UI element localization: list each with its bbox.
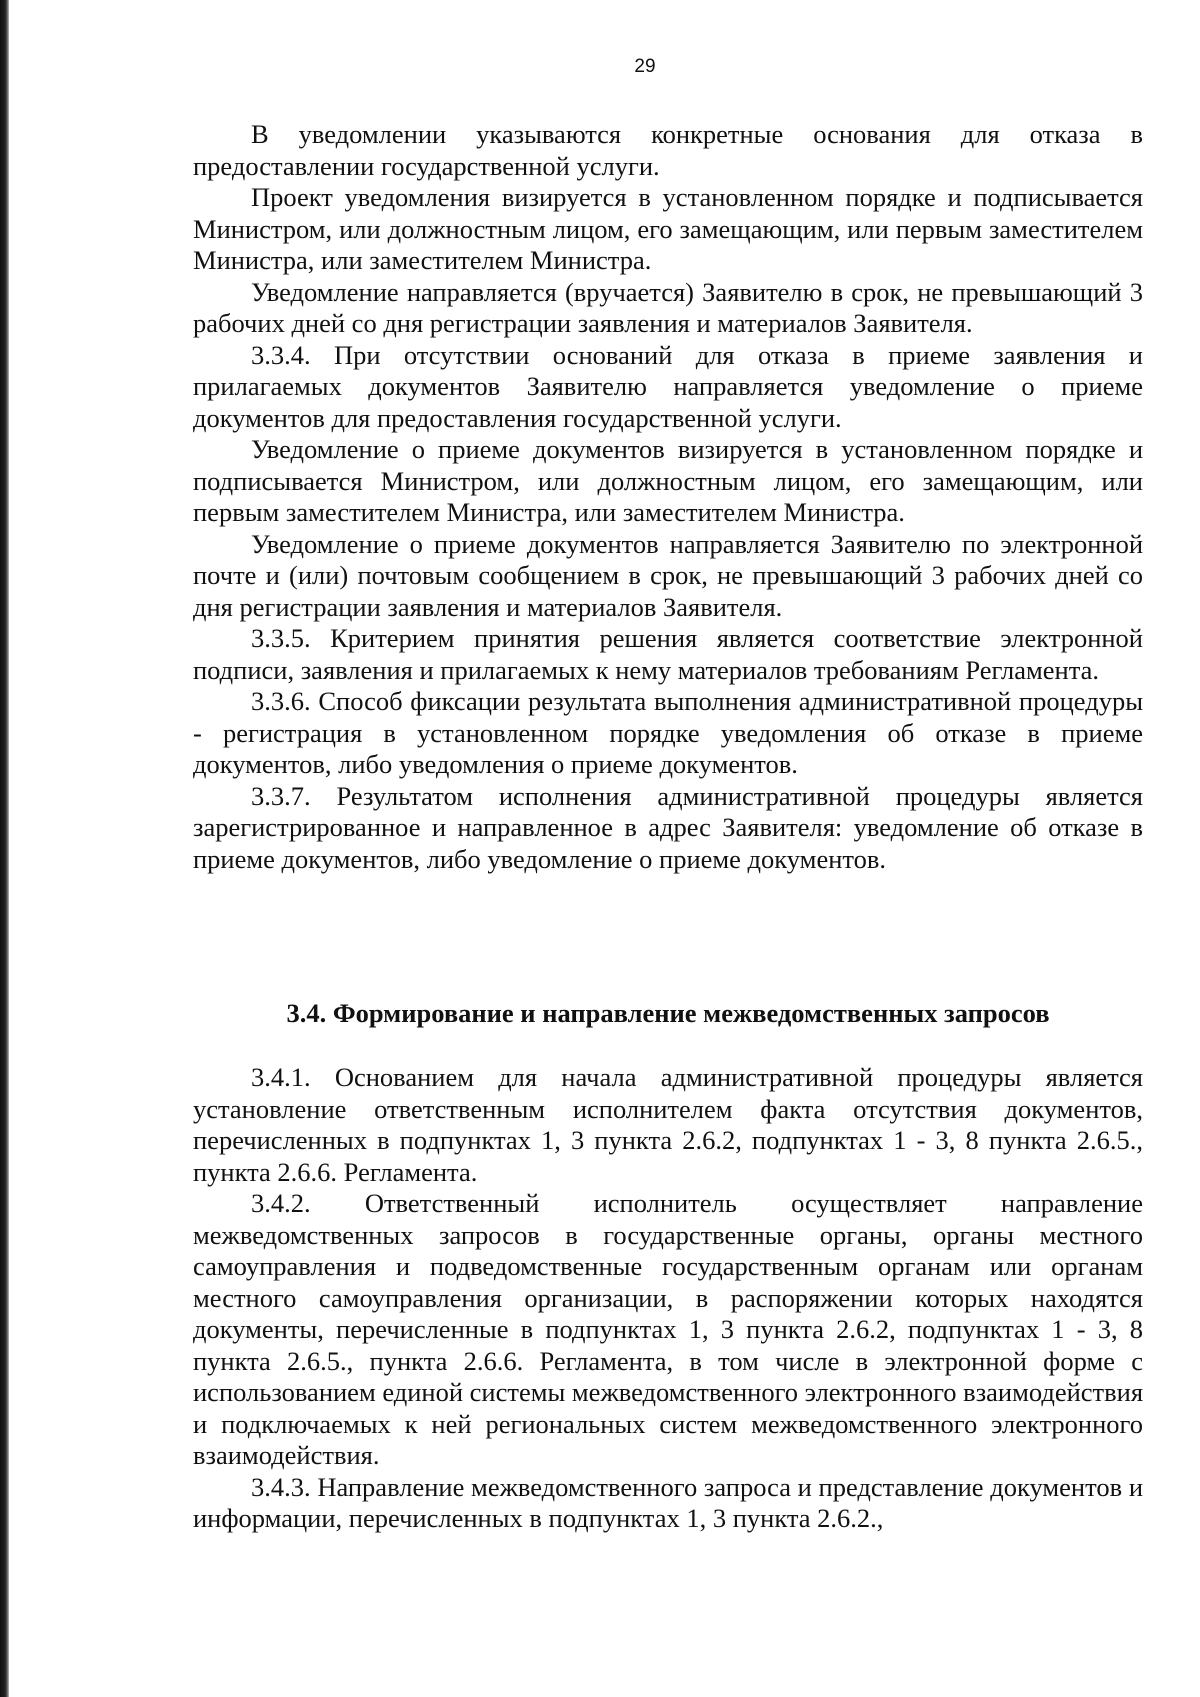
- paragraph-3-3-6: 3.3.6. Способ фиксации результата выполнения административной процедуры - регистрация в установленном порядке уведомления об отказе в приеме документов, либо уведомления о приеме документов.: [193, 686, 1143, 779]
- paragraph: Уведомление о приеме документов направляется Заявителю по электронной почте и (или) почтовым сообщением в срок, не превышающий 3 рабочих дней со дня регистрации заявления и материалов Заявителя.: [193, 528, 1143, 622]
- text-block-section-3-3: [193, 119, 1143, 875]
- paragraph: Уведомление направляется (вручается) Заявителю в срок, не превышающий 3 рабочих дней со дня регистрации заявления и материалов Заявителя.: [193, 276, 1143, 338]
- paragraph-3-3-5: 3.3.5. Критерием принятия решения является соответствие электронной подписи, заявления и прилагаемых к нему материалов требованиям Регламента.: [193, 623, 1143, 685]
- paragraph: Уведомление о приеме документов визируется в установленном порядке и подписывается Министром, или должностным лицом, его замещающим, или первым заместителем Министра, или заместителем Министра.: [193, 434, 1143, 527]
- paragraph-3-4-1: 3.4.1. Основанием для начала административной процедуры является установление ответственным исполнителем факта отсутствия документов, перечисленных в подпунктах 1, 3 пункта 2.6.2, подпунктах 1 - 3, 8 пункта 2.6.5., пункта 2.6.6. Регламента.: [193, 1062, 1143, 1187]
- paragraph-3-4-2: 3.4.2. Ответственный исполнитель осуществляет направление межведомственных запросов в государственные органы, органы местного самоуправления и подведомственные государственным органам или органам местного самоуправления организации, в распоряжении которых находятся документы, перечисленные в подпунктах 1, 3 пункта 2.6.2, подпунктах 1 - 3, 8 пункта 2.6.5., пункта 2.6.6. Регламента, в том числе в электронной форме с использованием единой системы межведомственного электронного взаимодействия и подключаемых к ней региональных систем межведомственного электронного взаимодействия.: [193, 1188, 1144, 1470]
- paragraph: Проект уведомления визируется в установленном порядке и подписывается Министром, или должностным лицом, его замещающим, или первым заместителем Министра, или заместителем Министра.: [193, 182, 1143, 275]
- section-heading-3-4: 3.4. Формирование и направление межведомственных запросов: [286, 998, 1050, 1028]
- text-block-section-3-4: [193, 1062, 1143, 1535]
- paragraph-3-3-7: 3.3.7. Результатом исполнения административной процедуры является зарегистрированное и направленное в адрес Заявителя: уведомление об отказе в приеме документов, либо уведомление о приеме документов.: [193, 780, 1143, 874]
- paragraph: В уведомлении указываются конкретные основания для отказа в предоставлении государственной услуги.: [193, 119, 1143, 181]
- page-number: 29: [634, 56, 656, 77]
- paragraph-3-3-4: 3.3.4. При отсутствии оснований для отказа в приеме заявления и прилагаемых документов Заявителю направляется уведомление о приеме документов для предоставления государственной услуги.: [193, 339, 1143, 433]
- paragraph-3-4-3: 3.4.3. Направление межведомственного запроса и представление документов и информации, перечисленных в подпунктах 1, 3 пункта 2.6.2.,: [193, 1471, 1143, 1533]
